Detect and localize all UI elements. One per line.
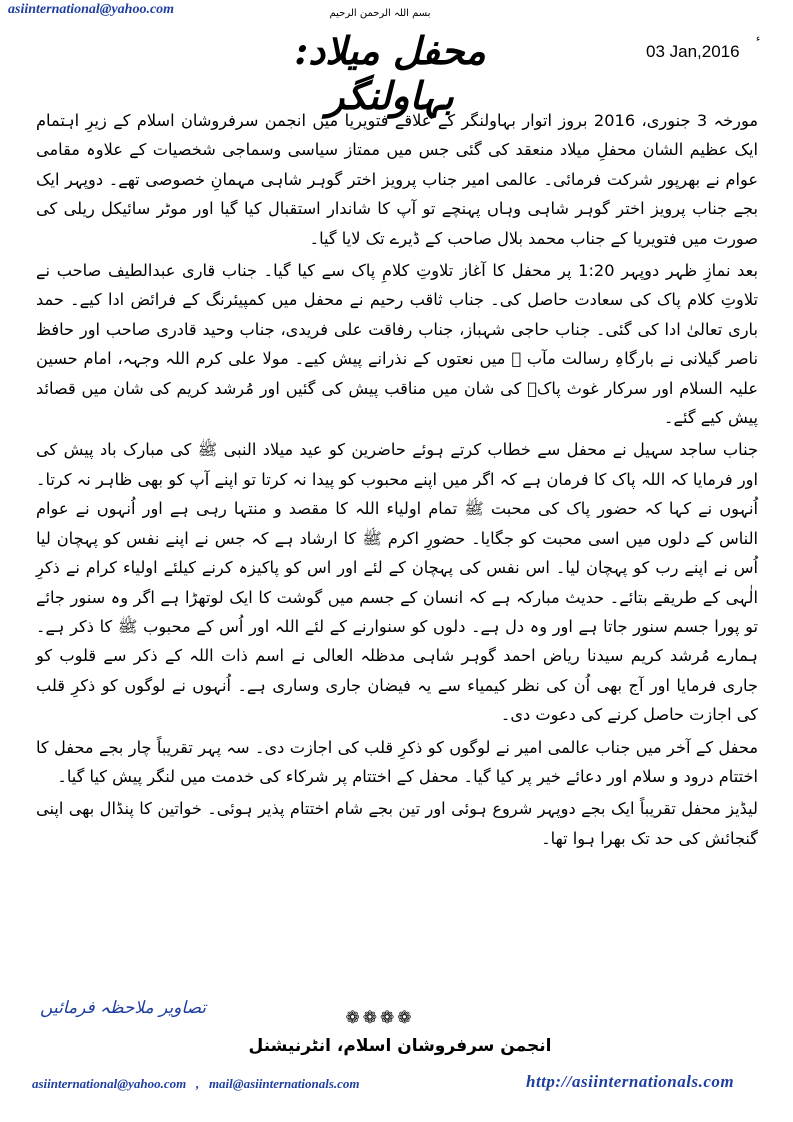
paragraph-closing: محفل کے آخر میں جناب عالمی امیر نے لوگوں کو ذکرِ قلب کی اجازت دی۔ سہ پہر تقریباً چار بجے محفل کا اختتام درود و سلام اور دعائے خیر پر کیا گیا۔ محفل کے اختتام پر شرکاء کی خدمت میں لنگر پیش کیا گیا۔ bbox=[36, 737, 758, 786]
date-label: 03 Jan,2016 bbox=[646, 42, 740, 61]
paragraph-proceedings: بعد نمازِ ظہر دوپہر 1:20 پر محفل کا آغاز تلاوتِ کلامِ پاک سے کیا گیا۔ جناب قاری عبدالطیف صاحب نے تلاوتِ کلام پاک کی سعادت حاصل کی۔ جناب ثاقب رحیم نے محفل میں کمپیئرنگ کے فرائض ادا کیے۔ حمد باری تعالیٰ ادا کی گئی۔ جناب حاجی شہباز، جناب رفاقت علی فریدی، جناب وحید قادری صاحب اور حافظ ناصر گیلانی نے بارگاہِ رسالت مآب ﷺ میں نعتوں کے نذرانے پیش کیے۔ مولا علی کرم اللہ وجہہ، امام حسین علیہ السلام اور سرکار غوث پاکؒ کی شان میں مناقب پیش کی گئیں اور مُرشد کریم کی شان میں قصائد پیش کیے گئے۔ bbox=[36, 261, 758, 428]
article-body bbox=[36, 106, 758, 856]
paragraph-ladies: لیڈیز محفل تقریباً ایک بجے دوپہر شروع ہوئی اور تین بجے شام اختتام پذیر ہوئی۔ خواتین کا پنڈال بھی اپنی گنجائش کی حد تک بھرا ہوا تھا۔ bbox=[36, 799, 758, 848]
bismillah-text: بسم اللہ الرحمن الرحیم bbox=[329, 8, 431, 19]
footer-website-link[interactable]: http://asiinternationals.com bbox=[526, 1072, 735, 1091]
date-era-mark: ء bbox=[756, 34, 761, 44]
header-email-link[interactable]: asiinternational@yahoo.com bbox=[8, 2, 175, 17]
footer-emails-link[interactable]: asiinternational@yahoo.com , mail@asiinternationals.com bbox=[32, 1076, 360, 1091]
paragraph-speech: جناب ساجد سہیل نے محفل سے خطاب کرتے ہوئے حاضرین کو عید میلاد النبی ﷺ کی مبارک باد پیش کی اور فرمایا کہ اللہ پاک کا فرمان ہے کہ اگر میں اپنے محبوب کو پیدا نہ کرتا تو اپنے آپ کو بھی ظاہر نہ کرتا۔ اُنہوں نے کہا کہ حضور پاک کی محبت ﷺ تمام اولیاء اللہ کا مقصد و منتہا رہی ہے اور اُنہوں نے عوام الناس کے دلوں میں اسی محبت کو جگایا۔ حضورِ اکرم ﷺ کا ارشاد ہے کہ جس نے اپنے نفس کو پہچان لیا اُس نے اپنے رب کو پہچان لیا۔ اس نفس کی پہچان کے لئے اور اس کو پاکیزہ کرنے کیلئے اولیاء کرام نے ذکرِ الٰہی کے طریقے بتائے۔ حدیث مبارکہ ہے کہ انسان کے جسم میں گوشت کا ایک لوتھڑا ہے اگر وہ سنور جائے تو پورا جسم سنور جاتا ہے اور وہ دل ہے۔ دلوں کو سنوارنے کے لئے اللہ اور اُس کے محبوب ﷺ کا ذکر ہے۔ ہمارے مُرشد کریم سیدنا ریاض احمد گوہر شاہی مدظلہ العالی نے اسم ذات اللہ کے ذکر سے قلوب کو جاری فرمایا اور آج بھی اُن کی نظر کیمیاء سے یہ فیضان جاری وساری ہے۔ اُنہوں نے لوگوں کو ذکرِ قلب کی اجازت حاصل کرنے کی دعوت دی۔ bbox=[36, 440, 758, 725]
organization-name: انجمن سرفروشان اسلام، انٹرنیشنل bbox=[248, 1036, 552, 1056]
paragraph-intro: مورخہ 3 جنوری، 2016 بروز اتوار بہاولنگر کے علاقے فتویریا میں انجمن سرفروشان اسلام کے زیرِ اہتمام ایک عظیم الشان محفلِ میلاد منعقد کی گئی جس میں ممتاز سیاسی وسماجی شخصیات کے علاوہ مقامی عوام نے بھرپور شرکت فرمائی۔ عالمی امیر جناب پرویز اختر گوہر شاہی مہمانِ خصوصی تھے۔ دوپہر ایک بجے جناب پرویز اختر گوہر شاہی وہاں پہنچے تو آپ کا شاندار استقبال کیا گیا اور موٹر سائیکل ریلی کی صورت میں فتویریا کے جناب محمد بلال صاحب کے ڈیرے تک لایا گیا۔ bbox=[36, 111, 758, 248]
page-title: محفل میلاد: بہاولنگر bbox=[294, 28, 486, 118]
ornament-divider: ❁❁❁❁ bbox=[345, 1008, 415, 1028]
view-pictures-link[interactable]: تصاویر ملاحظہ فرمائیں bbox=[40, 998, 207, 1018]
